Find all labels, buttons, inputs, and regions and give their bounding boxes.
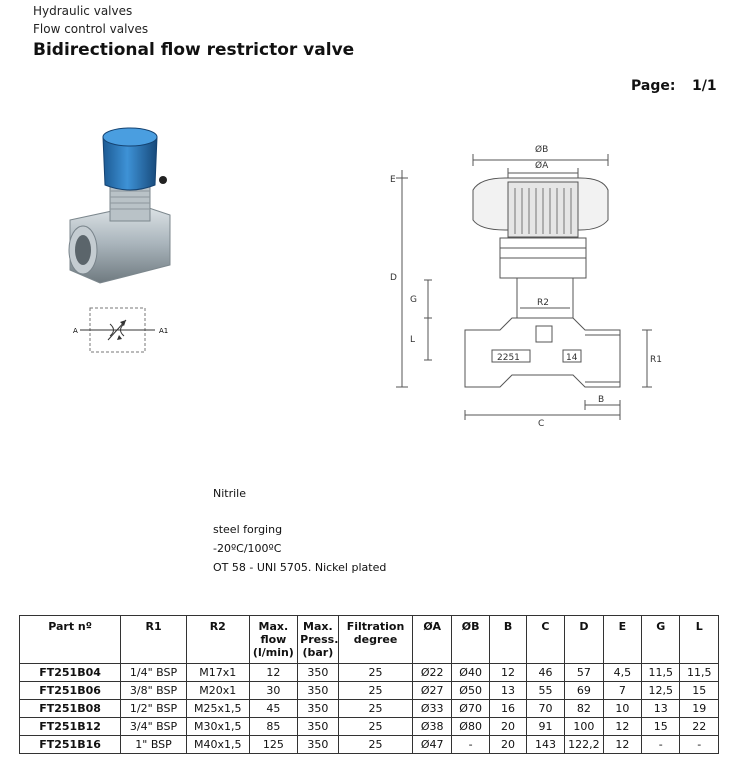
dim-e: E: [390, 175, 396, 185]
table-cell: Ø47: [413, 736, 451, 754]
dim-r2: R2: [537, 298, 549, 308]
table-cell: M17x1: [186, 664, 249, 682]
dim-c: C: [538, 419, 545, 429]
part-number-cell: FT251B12: [20, 718, 121, 736]
table-cell: 25: [338, 718, 413, 736]
dim-l: L: [410, 335, 416, 345]
table-cell: 11,5: [642, 664, 680, 682]
table-cell: 13: [490, 682, 526, 700]
col-header-max-flow: Max. flow (l/min): [249, 616, 298, 664]
body-mark-2251: 2251: [497, 353, 520, 363]
table-cell: Ø38: [413, 718, 451, 736]
col-header-l: L: [680, 616, 719, 664]
table-cell: 16: [490, 700, 526, 718]
col-header-c: C: [526, 616, 564, 664]
col-header-ob: ØB: [451, 616, 489, 664]
dim-oa: ØA: [535, 161, 549, 171]
table-cell: 45: [249, 700, 298, 718]
table-cell: 15: [680, 682, 719, 700]
table-cell: 12,5: [642, 682, 680, 700]
col-header-e: E: [603, 616, 641, 664]
table-cell: 69: [565, 682, 603, 700]
part-number-cell: FT251B06: [20, 682, 121, 700]
col-header-r1: R1: [121, 616, 187, 664]
table-cell: 350: [298, 682, 338, 700]
table-cell: Ø33: [413, 700, 451, 718]
table-cell: -: [642, 736, 680, 754]
dim-g: G: [410, 295, 417, 305]
table-cell: 46: [526, 664, 564, 682]
table-cell: 20: [490, 718, 526, 736]
spec-value: Nitrile: [213, 487, 246, 500]
table-cell: 4,5: [603, 664, 641, 682]
table-cell: 25: [338, 700, 413, 718]
table-cell: M20x1: [186, 682, 249, 700]
table-cell: 12: [603, 718, 641, 736]
dim-ob: ØB: [535, 145, 549, 155]
table-cell: 3/4" BSP: [121, 718, 187, 736]
table-cell: M25x1,5: [186, 700, 249, 718]
body-mark-14: 14: [566, 353, 578, 363]
page-title: Bidirectional flow restrictor valve: [33, 40, 355, 60]
col-header-part: Part nº: [20, 616, 121, 664]
table-cell: 1/2" BSP: [121, 700, 187, 718]
table-cell: 11,5: [680, 664, 719, 682]
table-cell: 100: [565, 718, 603, 736]
part-number-cell: FT251B04: [20, 664, 121, 682]
col-header-oa: ØA: [413, 616, 451, 664]
table-cell: 122,2: [565, 736, 603, 754]
col-header-r2: R2: [186, 616, 249, 664]
spec-value: OT 58 - UNI 5705. Nickel plated: [213, 561, 387, 574]
table-cell: M40x1,5: [186, 736, 249, 754]
dim-b: B: [598, 395, 605, 405]
table-cell: 30: [249, 682, 298, 700]
spec-value: steel forging: [213, 523, 283, 536]
hydraulic-symbol: [60, 300, 180, 360]
table-cell: 85: [249, 718, 298, 736]
table-header-row: [20, 616, 719, 664]
table-cell: 12: [603, 736, 641, 754]
table-cell: 70: [526, 700, 564, 718]
table-cell: 55: [526, 682, 564, 700]
table-cell: 125: [249, 736, 298, 754]
table-cell: 13: [642, 700, 680, 718]
col-header-g: G: [642, 616, 680, 664]
breadcrumb-subcategory: Flow control valves: [33, 22, 149, 36]
table-cell: Ø80: [451, 718, 489, 736]
table-cell: Ø22: [413, 664, 451, 682]
table-cell: Ø50: [451, 682, 489, 700]
table-row: [20, 718, 719, 736]
table-cell: 25: [338, 736, 413, 754]
table-cell: 1/4" BSP: [121, 664, 187, 682]
table-cell: 91: [526, 718, 564, 736]
part-number-cell: FT251B16: [20, 736, 121, 754]
col-header-max-press: Max. Press. (bar): [298, 616, 338, 664]
table-cell: 20: [490, 736, 526, 754]
page-number: 1/1: [692, 78, 717, 94]
product-photo: [55, 115, 185, 295]
table-cell: 350: [298, 736, 338, 754]
table-cell: M30x1,5: [186, 718, 249, 736]
table-cell: 350: [298, 700, 338, 718]
table-body: [20, 664, 719, 754]
spec-value: -20ºC/100ºC: [213, 542, 282, 555]
table-cell: 3/8" BSP: [121, 682, 187, 700]
table-cell: 350: [298, 664, 338, 682]
parts-table: [19, 615, 719, 754]
table-cell: 57: [565, 664, 603, 682]
port-a1-label: A1: [159, 327, 169, 335]
table-cell: Ø40: [451, 664, 489, 682]
table-cell: 25: [338, 682, 413, 700]
table-cell: 12: [249, 664, 298, 682]
table-cell: 25: [338, 664, 413, 682]
col-header-d: D: [565, 616, 603, 664]
table-cell: 82: [565, 700, 603, 718]
col-header-filtration: Filtration degree: [338, 616, 413, 664]
table-cell: 10: [603, 700, 641, 718]
col-header-b: B: [490, 616, 526, 664]
table-row: [20, 736, 719, 754]
table-cell: -: [451, 736, 489, 754]
dim-r1: R1: [650, 355, 662, 365]
table-cell: 22: [680, 718, 719, 736]
page-label: Page:: [631, 78, 676, 94]
table-cell: 143: [526, 736, 564, 754]
table-row: [20, 682, 719, 700]
technical-drawing: [380, 130, 680, 430]
table-cell: 12: [490, 664, 526, 682]
dim-d: D: [390, 273, 397, 283]
table-cell: 1" BSP: [121, 736, 187, 754]
table-cell: 350: [298, 718, 338, 736]
table-cell: Ø70: [451, 700, 489, 718]
part-number-cell: FT251B08: [20, 700, 121, 718]
port-a-label: A: [73, 327, 78, 335]
breadcrumb-category: Hydraulic valves: [33, 4, 133, 18]
table-cell: 15: [642, 718, 680, 736]
table-cell: Ø27: [413, 682, 451, 700]
table-cell: 19: [680, 700, 719, 718]
table-cell: 7: [603, 682, 641, 700]
table-row: [20, 664, 719, 682]
table-cell: -: [680, 736, 719, 754]
table-row: [20, 700, 719, 718]
